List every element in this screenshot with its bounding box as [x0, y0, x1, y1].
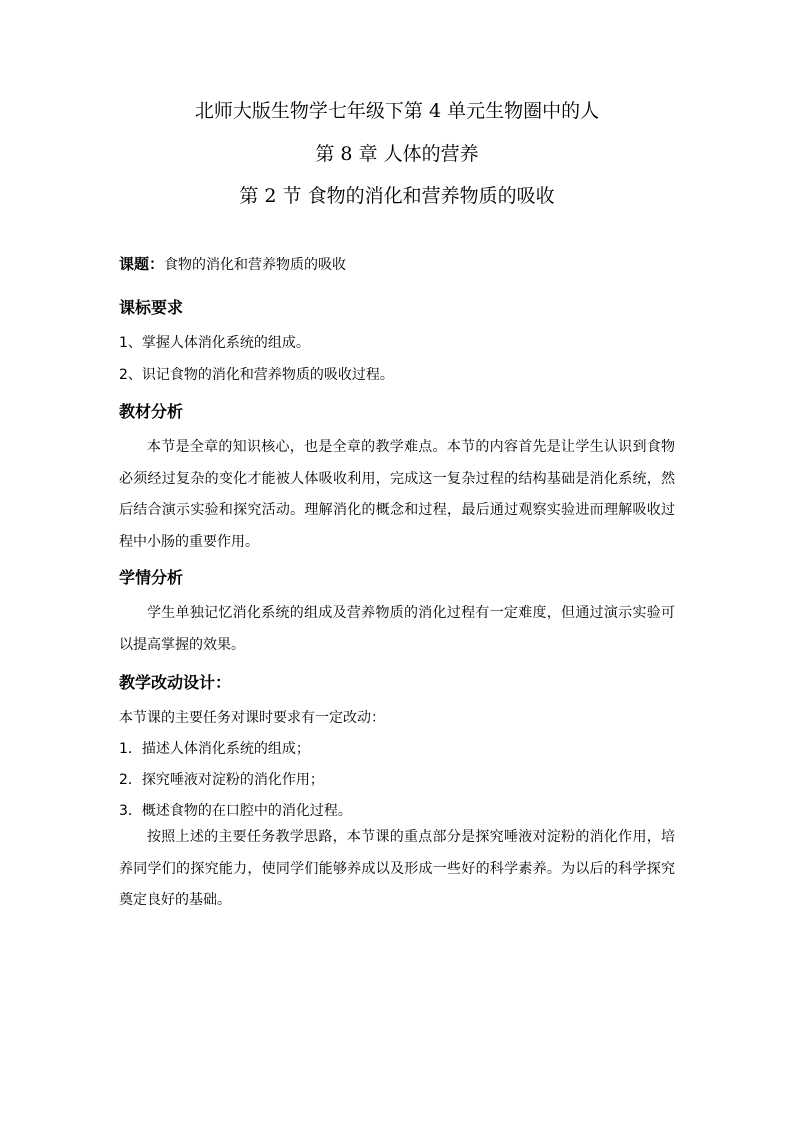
lesson-topic-label: 课题： [119, 255, 165, 273]
material-analysis-paragraph: 本节是全章的知识核心，也是全章的教学难点。本节的内容首先是让学生认识到食物必须经过复杂的变化才能被人体吸收利用，完成这一复杂过程的结构基础是消化系统，然后结合演示实验和探究活动。理解消化的概念和过程，最后通过观察实验进而理解吸收过程中小肠的重要作用。 [119, 439, 675, 550]
document-title-section: 第 2 节 食物的消化和营养物质的吸收 [239, 185, 555, 207]
lesson-topic [119, 253, 346, 276]
document-title-chapter: 第 8 章 人体的营养 [315, 143, 479, 165]
material-analysis-heading: 教材分析 [119, 402, 184, 421]
reform-design-item-2: 2．探究唾液对淀粉的消化作用； [119, 772, 324, 788]
reform-design-heading: 教学改动设计： [119, 673, 232, 692]
standards-item-2: 2、识记食物的消化和营养物质的吸收过程。 [119, 367, 394, 383]
standards-item-1: 1、掌握人体消化系统的组成。 [119, 335, 310, 351]
document-title-unit: 北师大版生物学七年级下第 4 单元生物圈中的人 [194, 100, 600, 122]
reform-design-item-1: 1．描述人体消化系统的组成； [119, 741, 310, 757]
reform-design-paragraph: 按照上述的主要任务教学思路，本节课的重点部分是探究唾液对淀粉的消化作用，培养同学们的探究能力，使同学们能够养成以及形成一些好的科学素养。为以后的科学探究奠定良好的基础。 [119, 829, 675, 908]
lesson-topic-value: 食物的消化和营养物质的吸收 [164, 257, 347, 273]
reform-design-intro: 本节课的主要任务对课时要求有一定改动： [119, 710, 385, 726]
reform-design-item-3: 3．概述食物的在口腔中的消化过程。 [119, 803, 352, 819]
learner-analysis-paragraph: 学生单独记忆消化系统的组成及营养物质的消化过程有一定难度，但通过演示实验可以提高掌握的效果。 [119, 605, 675, 653]
learner-analysis-heading: 学情分析 [119, 568, 184, 587]
standards-heading: 课标要求 [119, 298, 184, 317]
